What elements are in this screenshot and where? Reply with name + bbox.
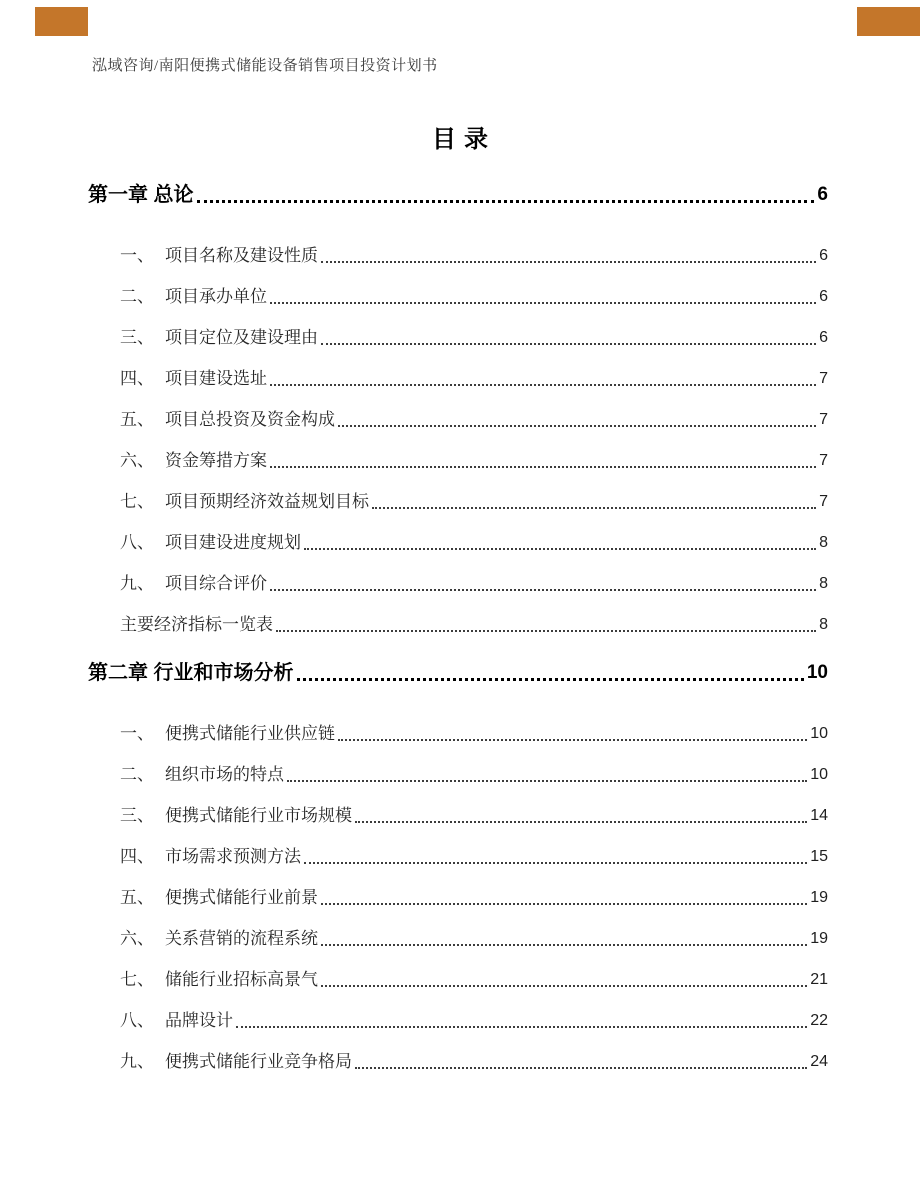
dot-leader (197, 200, 815, 203)
item-number: 六、 (120, 929, 154, 948)
item-title: 组织市场的特点 (165, 765, 284, 784)
toc-item-entry[interactable] (88, 1010, 828, 1032)
item-title: 项目总投资及资金构成 (165, 410, 335, 429)
item-number: 九、 (120, 574, 154, 593)
item-title: 项目综合评价 (165, 574, 267, 593)
dot-leader (372, 507, 816, 509)
item-page-number: 7 (819, 411, 828, 428)
dot-leader (321, 261, 816, 263)
right-corner-mark (857, 7, 920, 36)
item-number: 四、 (120, 369, 154, 388)
chapter-label: 第二章 行业和市场分析 (88, 662, 294, 684)
item-title: 关系营销的流程系统 (165, 929, 318, 948)
item-title: 便携式储能行业竞争格局 (165, 1052, 352, 1071)
item-number: 五、 (120, 888, 154, 907)
item-page-number: 19 (810, 930, 828, 947)
item-page-number: 7 (819, 493, 828, 510)
item-title: 项目预期经济效益规划目标 (165, 492, 369, 511)
dot-leader (304, 862, 807, 864)
toc-item-entry[interactable] (88, 928, 828, 950)
item-number: 二、 (120, 765, 154, 784)
dot-leader (321, 343, 816, 345)
item-title: 资金筹措方案 (165, 451, 267, 470)
toc-item-entry[interactable] (88, 245, 828, 267)
item-title: 项目名称及建设性质 (165, 246, 318, 265)
item-number: 五、 (120, 410, 154, 429)
toc-chapter-entry[interactable] (88, 661, 828, 685)
item-page-number: 10 (810, 766, 828, 783)
chapter-label: 第一章 总论 (88, 184, 194, 206)
item-title: 便携式储能行业供应链 (165, 724, 335, 743)
item-number: 八、 (120, 1011, 154, 1030)
toc-item-entry[interactable] (88, 846, 828, 868)
toc-item-entry[interactable] (88, 532, 828, 554)
dot-leader (321, 944, 807, 946)
toc-item-entry[interactable] (88, 286, 828, 308)
chapter-page-number: 6 (817, 184, 828, 205)
document-header: 泓域咨询/南阳便携式储能设备销售项目投资计划书 (92, 58, 438, 74)
dot-leader (338, 425, 816, 427)
dot-leader (270, 302, 816, 304)
dot-leader (270, 589, 816, 591)
toc-item-entry[interactable] (88, 764, 828, 786)
toc-item-entry[interactable] (88, 969, 828, 991)
item-page-number: 24 (810, 1053, 828, 1070)
item-number: 四、 (120, 847, 154, 866)
item-number: 一、 (120, 246, 154, 265)
toc-item-entry[interactable] (88, 450, 828, 472)
toc-item-entry[interactable] (88, 327, 828, 349)
dot-leader (338, 739, 807, 741)
item-number: 三、 (120, 328, 154, 347)
item-page-number: 15 (810, 848, 828, 865)
item-page-number: 8 (819, 616, 828, 633)
toc-item-entry[interactable] (88, 723, 828, 745)
item-title: 储能行业招标高景气 (165, 970, 318, 989)
item-title: 品牌设计 (165, 1011, 233, 1030)
item-number: 九、 (120, 1052, 154, 1071)
item-page-number: 22 (810, 1012, 828, 1029)
chapter-page-number: 10 (806, 662, 828, 683)
item-title: 便携式储能行业前景 (165, 888, 318, 907)
item-page-number: 21 (810, 971, 828, 988)
item-page-number: 14 (810, 807, 828, 824)
toc-chapter-entry[interactable] (88, 183, 828, 207)
dot-leader (321, 903, 807, 905)
toc-item-entry[interactable] (88, 491, 828, 513)
item-page-number: 10 (810, 725, 828, 742)
item-number: 七、 (120, 970, 154, 989)
toc-item-entry[interactable] (88, 1051, 828, 1073)
toc-item-entry[interactable] (88, 614, 828, 636)
item-page-number: 6 (819, 247, 828, 264)
dot-leader (287, 780, 807, 782)
item-page-number: 7 (819, 452, 828, 469)
item-title: 项目定位及建设理由 (165, 328, 318, 347)
dot-leader (321, 985, 807, 987)
toc-title: 目录 (432, 126, 496, 153)
item-page-number: 6 (819, 288, 828, 305)
toc-item-entry[interactable] (88, 887, 828, 909)
left-corner-mark (35, 7, 88, 36)
toc-item-entry[interactable] (88, 805, 828, 827)
item-number: 六、 (120, 451, 154, 470)
dot-leader (276, 630, 816, 632)
dot-leader (270, 384, 816, 386)
dot-leader (270, 466, 816, 468)
item-number: 三、 (120, 806, 154, 825)
toc-item-entry[interactable] (88, 409, 828, 431)
item-page-number: 19 (810, 889, 828, 906)
toc-item-entry[interactable] (88, 573, 828, 595)
item-page-number: 8 (819, 575, 828, 592)
item-page-number: 8 (819, 534, 828, 551)
toc-item-entry[interactable] (88, 368, 828, 390)
item-title: 市场需求预测方法 (165, 847, 301, 866)
item-title: 项目承办单位 (165, 287, 267, 306)
dot-leader (355, 821, 807, 823)
item-page-number: 6 (819, 329, 828, 346)
item-title: 项目建设选址 (165, 369, 267, 388)
dot-leader (304, 548, 816, 550)
item-title: 主要经济指标一览表 (120, 615, 273, 634)
item-number: 二、 (120, 287, 154, 306)
dot-leader (236, 1026, 807, 1028)
item-title: 项目建设进度规划 (165, 533, 301, 552)
item-page-number: 7 (819, 370, 828, 387)
item-title: 便携式储能行业市场规模 (165, 806, 352, 825)
toc (88, 183, 828, 1092)
item-number: 一、 (120, 724, 154, 743)
dot-leader (355, 1067, 807, 1069)
dot-leader (297, 678, 804, 681)
item-number: 八、 (120, 533, 154, 552)
item-number: 七、 (120, 492, 154, 511)
